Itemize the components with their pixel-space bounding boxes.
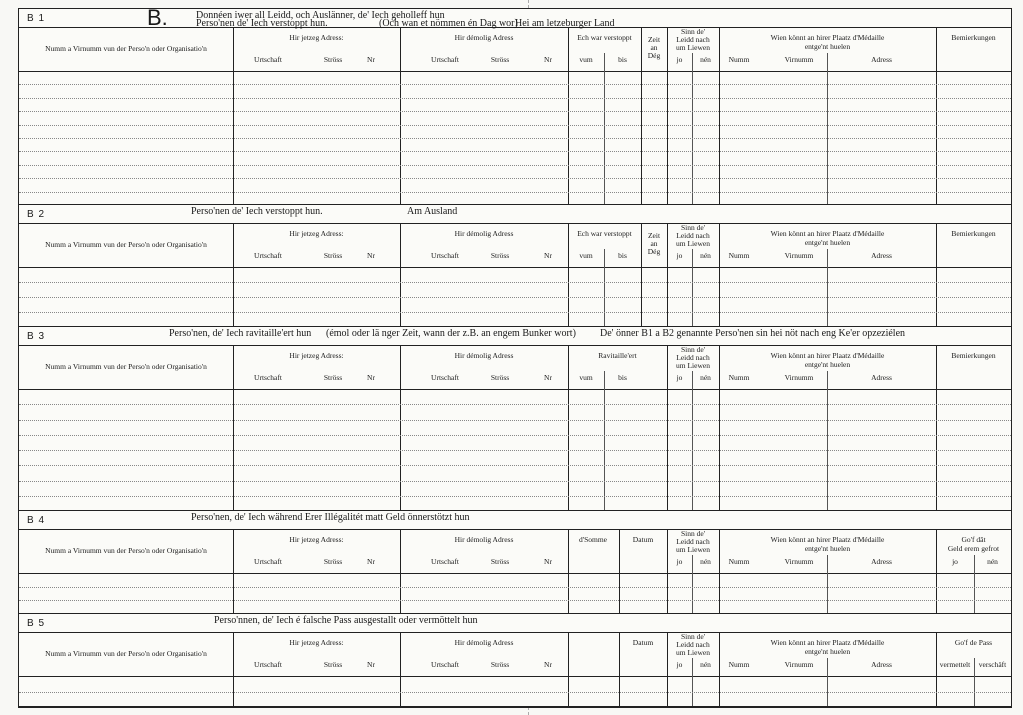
medal-label-1: Wien könnt an hirer Plaatz d'Médaille (770, 638, 885, 647)
firstname-label: Virnumm (784, 557, 814, 566)
nr-label: Nr (367, 55, 375, 64)
section-b3 (19, 327, 1011, 511)
no-label: nén (700, 251, 711, 260)
medal-label-1: Wien könnt an hirer Plaatz d'Médaille (770, 535, 885, 544)
table-row[interactable] (19, 178, 1011, 191)
section-b1-rows (19, 71, 1011, 205)
street-label: Ströss (490, 251, 510, 260)
days-label: Dég (647, 51, 661, 60)
table-row[interactable] (19, 420, 1011, 435)
supplied-label: Ravitaille'ert (598, 351, 637, 360)
address-label: Adress (871, 660, 892, 669)
section-b3-column-header (19, 345, 1011, 390)
section-b2-rows (19, 267, 1011, 327)
from-label: vum (579, 55, 593, 64)
locality-label: Urtschaft (431, 251, 459, 260)
section-title: Perso'nen, de' Iech ravitaille'ert hun (169, 328, 312, 339)
table-row[interactable] (19, 98, 1011, 111)
nr-label: Nr (367, 660, 375, 669)
nr-label: Nr (367, 373, 375, 382)
table-row[interactable] (19, 165, 1011, 178)
section-b5-header (19, 614, 1011, 633)
locality-label: Urtschaft (254, 55, 282, 64)
money-label-1: Go'f dât (961, 535, 986, 544)
section-b3-header (19, 327, 1011, 346)
table-row[interactable] (19, 496, 1011, 511)
to-label: bis (618, 55, 627, 64)
no-label: nén (700, 557, 711, 566)
surname-label: Numm (728, 251, 750, 260)
table-row[interactable] (19, 84, 1011, 97)
street-label: Ströss (323, 557, 343, 566)
no-label: nén (700, 373, 711, 382)
section-title: Perso'nnen, de' Iech é falsche Pass ausgestallt oder vermöttelt hun (214, 615, 478, 626)
street-label: Ströss (323, 251, 343, 260)
section-b2 (19, 205, 1011, 327)
alive-label-2: Leidd nach (676, 537, 710, 546)
name-column-label: Numm a Virnumm vun der Perso'n oder Organisatio'n (45, 546, 207, 555)
nr-label: Nr (544, 251, 552, 260)
street-label: Ströss (323, 660, 343, 669)
alive-label-1: Sinn de' (680, 223, 706, 232)
obtained-label: verschäft (978, 660, 1007, 669)
section-b5-column-header (19, 632, 1011, 677)
surname-label: Numm (728, 557, 750, 566)
section-title: Donnéen iwer all Leidd, och Auslänner, de' Iech geholleff hun (196, 10, 445, 21)
remarks-label: Bemierkungen (951, 351, 996, 360)
section-b2-header (19, 205, 1011, 224)
alive-label-3: um Liewen (676, 545, 710, 554)
former-address-label: Hir démolig Adress (454, 229, 514, 238)
nr-label: Nr (367, 557, 375, 566)
section-subtitle: (émol oder lä nger Zeit, wann der z.B. an engem Bunker wort) (326, 328, 576, 339)
alive-label-2: Leidd nach (676, 35, 710, 44)
alive-label-1: Sinn de' (680, 345, 706, 354)
section-title: Perso'nen de' Iech verstoppt hun. (191, 206, 323, 217)
street-label: Ströss (490, 660, 510, 669)
table-row[interactable] (19, 282, 1011, 297)
locality-label: Urtschaft (431, 557, 459, 566)
name-column-label: Numm a Virnumm vun der Perso'n oder Organisatio'n (45, 649, 207, 658)
surname-label: Numm (728, 55, 750, 64)
section-subtitle: Am Ausland (407, 206, 458, 217)
section-letter: B. (147, 5, 168, 30)
table-row[interactable] (19, 138, 1011, 151)
section-code: B 1 (27, 13, 46, 24)
alive-label-2: Leidd nach (676, 353, 710, 362)
days-label: Dég (647, 247, 661, 256)
table-row[interactable] (19, 465, 1011, 480)
yes-label: jo (676, 660, 683, 669)
date-label: Datum (632, 638, 654, 647)
yes-label: jo (952, 557, 958, 566)
alive-label-2: Leidd nach (676, 231, 710, 240)
no-label: nén (987, 557, 998, 566)
from-label: vum (579, 373, 593, 382)
sum-label: d'Somme (578, 535, 608, 544)
alive-label-1: Sinn de' (680, 632, 706, 641)
locality-label: Urtschaft (254, 557, 282, 566)
table-row[interactable] (19, 481, 1011, 496)
table-row[interactable] (19, 111, 1011, 124)
address-label: Adress (871, 55, 892, 64)
section-bottom-border (19, 706, 1011, 707)
former-address-label: Hir démolig Adress (454, 33, 514, 42)
nr-label: Nr (544, 660, 552, 669)
section-b1-header (19, 5, 1011, 30)
passed-label: vermettelt (939, 660, 971, 669)
firstname-label: Virnumm (784, 373, 814, 382)
section-b3-rows (19, 389, 1011, 511)
table-row[interactable] (19, 435, 1011, 450)
pass-label: Go'f de Pass (954, 638, 993, 647)
former-address-label: Hir démolig Adress (454, 638, 514, 647)
locality-label: Urtschaft (431, 55, 459, 64)
to-label: bis (618, 373, 627, 382)
no-label: nén (700, 660, 711, 669)
section-b1-column-header (19, 27, 1011, 72)
table-row[interactable] (19, 151, 1011, 164)
table-row[interactable] (19, 71, 1011, 84)
street-label: Ströss (490, 373, 510, 382)
section-b1 (19, 5, 1011, 205)
alive-label-3: um Liewen (676, 43, 710, 52)
to-label: bis (618, 251, 627, 260)
nr-label: Nr (544, 373, 552, 382)
section-code: B 4 (27, 515, 46, 526)
medal-label-1: Wien könnt an hirer Plaatz d'Médaille (770, 229, 885, 238)
former-address-label: Hir démolig Adress (454, 351, 514, 360)
yes-label: jo (676, 373, 683, 382)
address-label: Adress (871, 373, 892, 382)
firstname-label: Virnumm (784, 55, 814, 64)
locality-label: Urtschaft (431, 373, 459, 382)
address-label: Adress (871, 557, 892, 566)
table-row[interactable] (19, 389, 1011, 404)
street-label: Ströss (323, 55, 343, 64)
section-b5 (19, 614, 1011, 707)
no-label: nén (700, 55, 711, 64)
locality-label: Urtschaft (254, 373, 282, 382)
name-column-label: Numm a Virnumm vun der Perso'n oder Organisatio'n (45, 44, 207, 53)
alive-label-3: um Liewen (676, 239, 710, 248)
current-address-label: Hir jetzeg Adress: (289, 535, 344, 544)
table-row[interactable] (19, 297, 1011, 312)
date-label: Datum (632, 535, 654, 544)
section-code: B 3 (27, 331, 46, 342)
an-label: an (650, 43, 658, 52)
medal-label-2: entge'nt huelen (804, 647, 851, 656)
an-label: an (650, 239, 658, 248)
table-row[interactable] (19, 573, 1011, 587)
medal-label-1: Wien könnt an hirer Plaatz d'Médaille (770, 33, 885, 42)
money-label-2: Geld erem gefrot (947, 544, 1000, 553)
nr-label: Nr (544, 557, 552, 566)
nr-label: Nr (367, 251, 375, 260)
section-b4-rows (19, 573, 1011, 614)
address-label: Adress (871, 251, 892, 260)
from-label: vum (579, 251, 593, 260)
table-row[interactable] (19, 404, 1011, 419)
time-label: Zeit (647, 35, 661, 44)
alive-label-2: Leidd nach (676, 640, 710, 649)
remarks-label: Bemierkungen (951, 229, 996, 238)
hidden-label: Ech war verstoppt (577, 229, 632, 238)
table-row[interactable] (19, 692, 1011, 708)
alive-label-3: um Liewen (676, 648, 710, 657)
surname-label: Numm (728, 660, 750, 669)
alive-label-1: Sinn de' (680, 27, 706, 36)
current-address-label: Hir jetzeg Adress: (289, 351, 344, 360)
section-code: B 5 (27, 618, 46, 629)
locality-label: Urtschaft (254, 660, 282, 669)
table-row[interactable] (19, 587, 1011, 601)
locality-label: Urtschaft (431, 660, 459, 669)
locality-label: Urtschaft (254, 251, 282, 260)
section-title: Perso'nen, de' Iech während Erer Illégalitét matt Geld önnerstötzt hun (191, 512, 470, 523)
section-b4 (19, 511, 1011, 614)
medal-label-2: entge'nt huelen (804, 238, 851, 247)
section-b4-header (19, 511, 1011, 530)
table-row[interactable] (19, 676, 1011, 692)
table-row[interactable] (19, 450, 1011, 465)
current-address-label: Hir jetzeg Adress: (289, 33, 344, 42)
yes-label: jo (676, 557, 683, 566)
yes-label: jo (676, 55, 683, 64)
table-row[interactable] (19, 192, 1011, 205)
section-code: B 2 (27, 209, 46, 220)
hidden-label: Ech war verstoppt (577, 33, 632, 42)
table-row[interactable] (19, 267, 1011, 282)
former-address-label: Hir démolig Adress (454, 535, 514, 544)
section-subtitle: De' önner B1 a B2 genannte Perso'nen sin hei nöt nach eng Ke'er opzeziélen (600, 328, 906, 339)
alive-label-3: um Liewen (676, 361, 710, 370)
alive-label-1: Sinn de' (680, 529, 706, 538)
current-address-label: Hir jetzeg Adress: (289, 229, 344, 238)
remarks-label: Bemierkungen (951, 33, 996, 42)
section-subtitle: Hei am letzeburger Land (515, 18, 615, 29)
yes-label: jo (676, 251, 683, 260)
section-title: Perso'nen de' Iech verstoppt hun. (196, 18, 328, 29)
table-row[interactable] (19, 312, 1011, 327)
nr-label: Nr (544, 55, 552, 64)
form-sheet (18, 5, 1012, 708)
firstname-label: Virnumm (784, 660, 814, 669)
table-row[interactable] (19, 125, 1011, 138)
street-label: Ströss (490, 557, 510, 566)
surname-label: Numm (728, 373, 750, 382)
name-column-label: Numm a Virnumm vun der Perso'n oder Organisatio'n (45, 240, 207, 249)
medal-label-2: entge'nt huelen (804, 42, 851, 51)
table-row[interactable] (19, 600, 1011, 614)
time-label: Zeit (647, 231, 661, 240)
name-column-label: Numm a Virnumm vun der Perso'n oder Organisatio'n (45, 362, 207, 371)
medal-label-1: Wien könnt an hirer Plaatz d'Médaille (770, 351, 885, 360)
section-b2-column-header (19, 223, 1011, 268)
firstname-label: Virnumm (784, 251, 814, 260)
street-label: Ströss (323, 373, 343, 382)
medal-label-2: entge'nt huelen (804, 544, 851, 553)
section-subtitle: (Och wan et nömmen én Dag wor) (379, 18, 518, 29)
street-label: Ströss (490, 55, 510, 64)
section-b4-column-header (19, 529, 1011, 574)
medal-label-2: entge'nt huelen (804, 360, 851, 369)
section-b5-rows (19, 676, 1011, 707)
current-address-label: Hir jetzeg Adress: (289, 638, 344, 647)
